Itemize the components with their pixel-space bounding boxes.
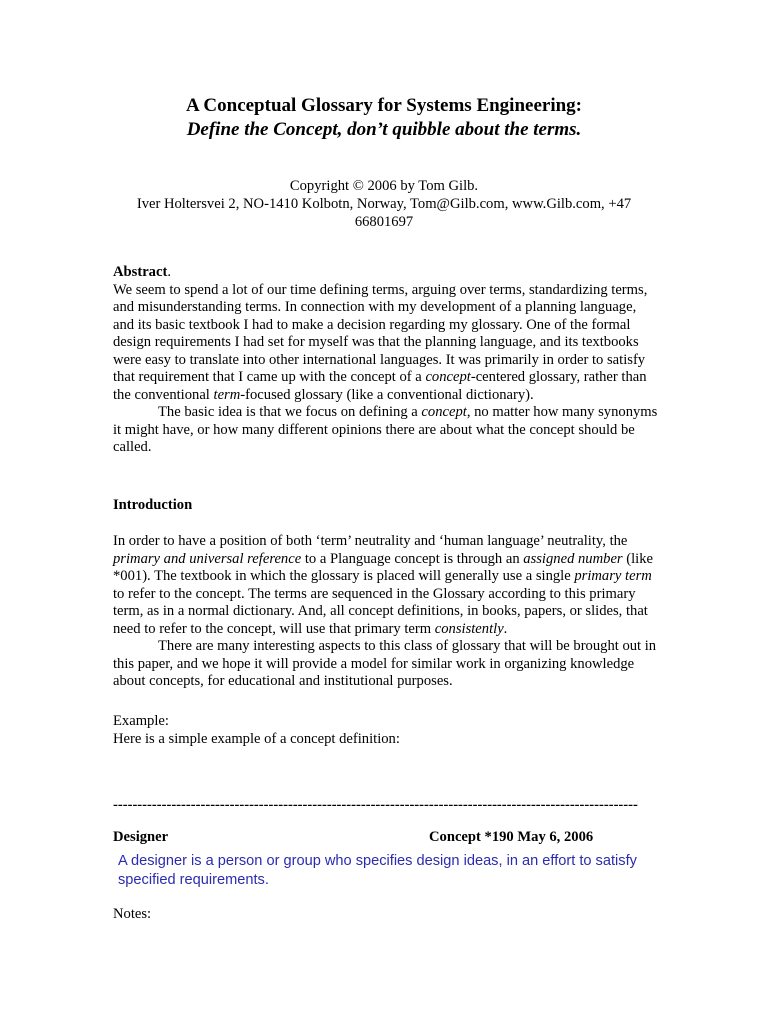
abstract-section (113, 264, 658, 457)
introduction-section (113, 533, 658, 691)
example-section (113, 713, 658, 748)
address-line: Iver Holtersvei 2, NO-1410 Kolbotn, Norway, Tom@Gilb.com, www.Gilb.com, +47 66801697 (136, 196, 632, 230)
concept-definition: A designer is a person or group who specifies design ideas, in an effort to satisfy specified requirements. (118, 853, 637, 888)
example-label: Example: (113, 713, 169, 729)
text-run: to a Planguage concept is through an (301, 550, 524, 567)
copyright-block (110, 177, 658, 231)
notes-label: Notes: (113, 906, 152, 922)
italic-run: concept (425, 369, 471, 385)
intro-paragraph-2: There are many interesting aspects to this class of glossary that will be brought out in this paper, and we hope it will provide a model for similar work in organizing knowledge about concepts, for educational and institutional purposes. (113, 638, 657, 689)
text-run: to refer to the concept. The terms are sequenced in the Glossary according to this primary term, as in a normal dictionary. And, all concept definitions, in books, papers, or slides, that need to refer to the concept, will use that primary term (113, 585, 648, 637)
text-run: . (503, 620, 508, 637)
concept-entry-header (113, 829, 658, 847)
text-run: , no matter how many synonyms it might have, or how many different opinions there are about what the concept should be called. (113, 404, 658, 455)
abstract-paragraph-2 (113, 404, 658, 457)
italic-run: concept (421, 404, 467, 420)
text-run: The basic idea is that we focus on defining a (158, 404, 422, 420)
italic-run: consistently (434, 620, 504, 637)
abstract-heading: Abstract (113, 264, 168, 280)
paper-title: A Conceptual Glossary for Systems Engineering: (185, 95, 582, 116)
italic-run: primary term (574, 568, 652, 584)
abstract-heading-period: . (167, 264, 171, 280)
abstract-heading-line (113, 264, 658, 282)
intro-paragraph-1 (113, 533, 658, 638)
text-run: -focused glossary (like a conventional dictionary). (240, 386, 534, 403)
paper-subtitle: Define the Concept, don’t quibble about the terms. (186, 119, 582, 140)
abstract-paragraph-1 (113, 282, 658, 405)
text-run: -centered glossary, rather than the conventional (113, 369, 647, 403)
concept-id-date: Concept *190 May 6, 2006 (429, 829, 594, 845)
copyright-line: Copyright © 2006 by Tom Gilb. (289, 178, 479, 194)
separator-line: ------------------------------------------------------------------------------------------------------------ (113, 797, 638, 813)
italic-run: primary and universal reference (113, 550, 302, 567)
introduction-heading: Introduction (113, 497, 193, 513)
concept-term: Designer (113, 829, 169, 845)
text-run: In order to have a position of both ‘term’ neutrality and ‘human language’ neutrality, the (113, 533, 628, 549)
example-intro: Here is a simple example of a concept definition: (113, 730, 400, 747)
italic-run: assigned number (523, 550, 623, 567)
text-run: (like *001). The textbook in which the glossary is placed will generally use a single (113, 550, 654, 584)
italic-run: term (213, 386, 241, 403)
text-run: We seem to spend a lot of our time defining terms, arguing over terms, standardizing terms, and misunderstanding terms. In connection with my development of a planning language, and its basic textbook I had to make a decision regarding my glossary. One of the formal design requirements I had set for myself was that the planning language, and its textbooks were easy to translate into other international languages. It was primarily in order to satisfy that requirement that I came up with the concept of a (113, 281, 648, 385)
